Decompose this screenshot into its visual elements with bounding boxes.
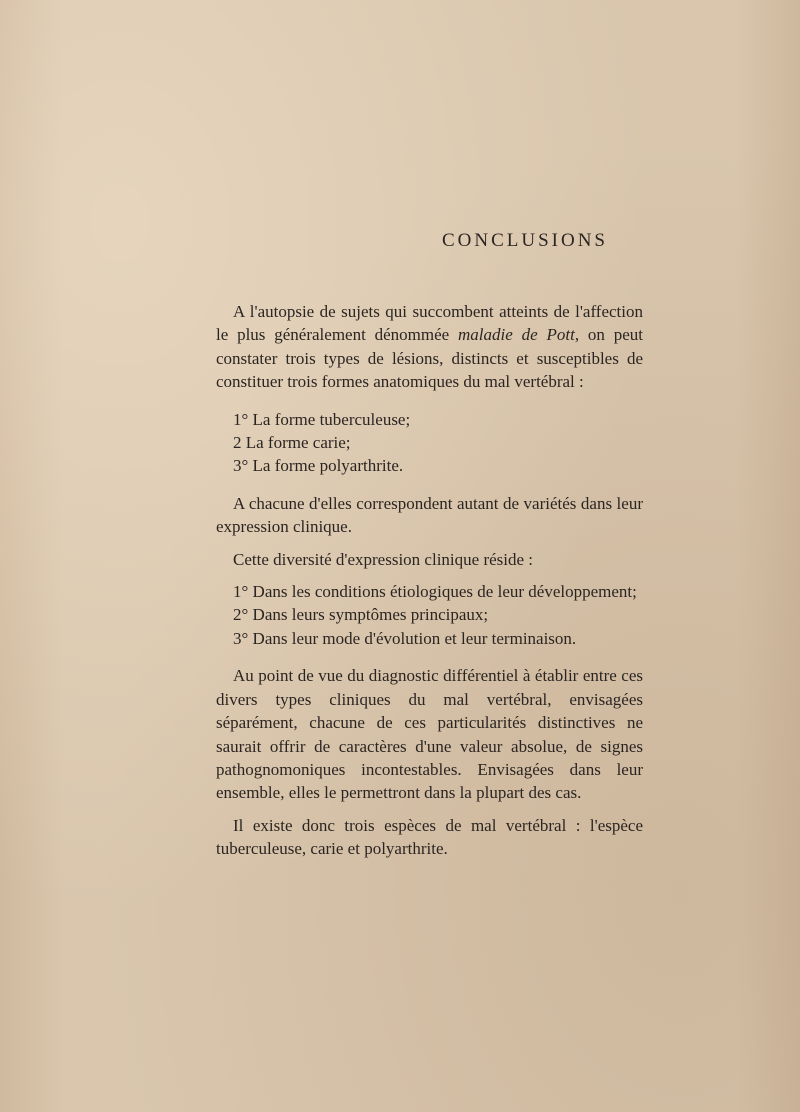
list-item-condition-2: 2° Dans leurs symptômes principaux; bbox=[233, 605, 489, 625]
body-text bbox=[216, 300, 643, 861]
page-title bbox=[0, 230, 800, 252]
paragraph-especes: Il existe donc trois espèces de mal vertébral : l'espèce tuberculeuse, carie et polyarthrite. bbox=[216, 815, 643, 859]
list-item-forme-3: 3° La forme polyarthrite. bbox=[233, 456, 404, 476]
paragraph-varietes: A chacune d'elles correspondent autant de variétés dans leur expression clinique. bbox=[216, 493, 643, 537]
paragraph-diagnostic: Au point de vue du diagnostic différentiel à établir entre ces divers types cliniques du mal vertébral, envisagées séparément, chacune de ces particularités distinctives ne saurait offrir de caractères d'une valeur absolue, de signes pathognomoniques incontestables. Envisagées dans leur ensemble, elles le permettront dans la plupart des cas. bbox=[216, 666, 643, 803]
paragraph-diversite: Cette diversité d'expression clinique réside : bbox=[233, 549, 534, 569]
list-item-forme-1: 1° La forme tuberculeuse; bbox=[233, 409, 411, 429]
paragraph-intro-after: , on peut constater trois types de lésions, distincts et susceptibles de constituer trois formes anatomiques du mal vertébral : bbox=[216, 325, 643, 392]
list-item-condition-1: 1° Dans les conditions étiologiques de leur développement; bbox=[233, 582, 637, 602]
list-item-forme-2: 2 La forme carie; bbox=[233, 433, 351, 453]
paragraph-intro-emphasis: maladie de Pott bbox=[458, 325, 575, 345]
list-item-condition-3: 3° Dans leur mode d'évolution et leur terminaison. bbox=[233, 628, 577, 648]
paragraph-intro bbox=[216, 300, 643, 394]
paragraph-intro-before: A l'autopsie de sujets qui succombent atteints de l'affection le plus généralement dénommée bbox=[216, 302, 643, 345]
page-title-text: CONCLUSIONS bbox=[441, 230, 609, 251]
